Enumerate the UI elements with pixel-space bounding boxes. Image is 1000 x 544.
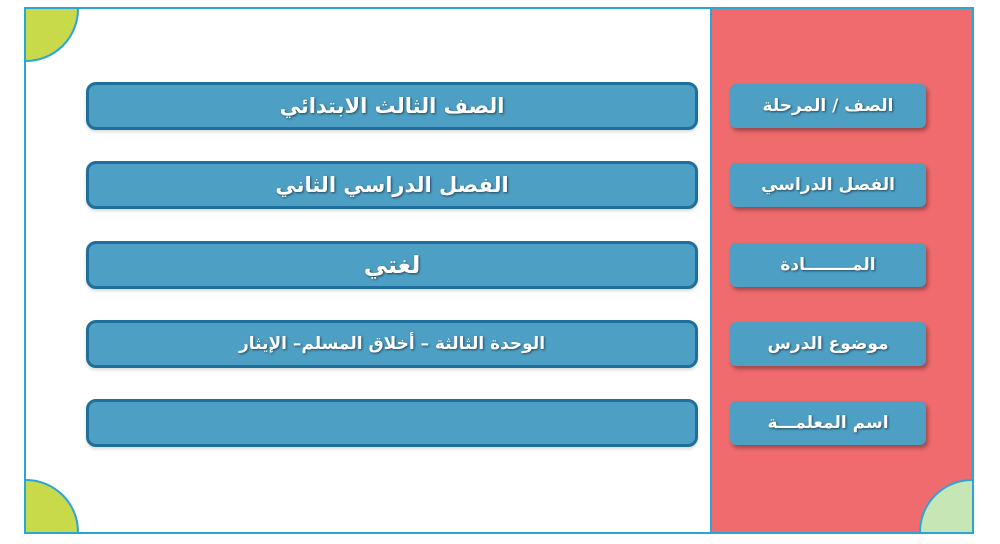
grade-label: الصف / المرحلة (730, 84, 926, 128)
semester-value: الفصل الدراسي الثاني (86, 161, 698, 209)
corner-decoration-bottom-left (24, 479, 79, 534)
grade-value: الصف الثالث الابتدائي (86, 82, 698, 130)
slide-frame (24, 7, 974, 534)
lesson-topic-value: الوحدة الثالثة – أخلاق المسلم– الإيثار (86, 320, 698, 368)
semester-label: الفصل الدراسي (730, 163, 926, 207)
subject-value: لغتي (86, 241, 698, 289)
teacher-name-value (86, 399, 698, 447)
lesson-topic-label: موضوع الدرس (730, 322, 926, 366)
corner-decoration-bottom-right (919, 479, 974, 534)
teacher-name-label: اسم المعلمـــة (730, 401, 926, 445)
corner-decoration-top-left (24, 7, 79, 62)
subject-label: المــــــــادة (730, 243, 926, 287)
